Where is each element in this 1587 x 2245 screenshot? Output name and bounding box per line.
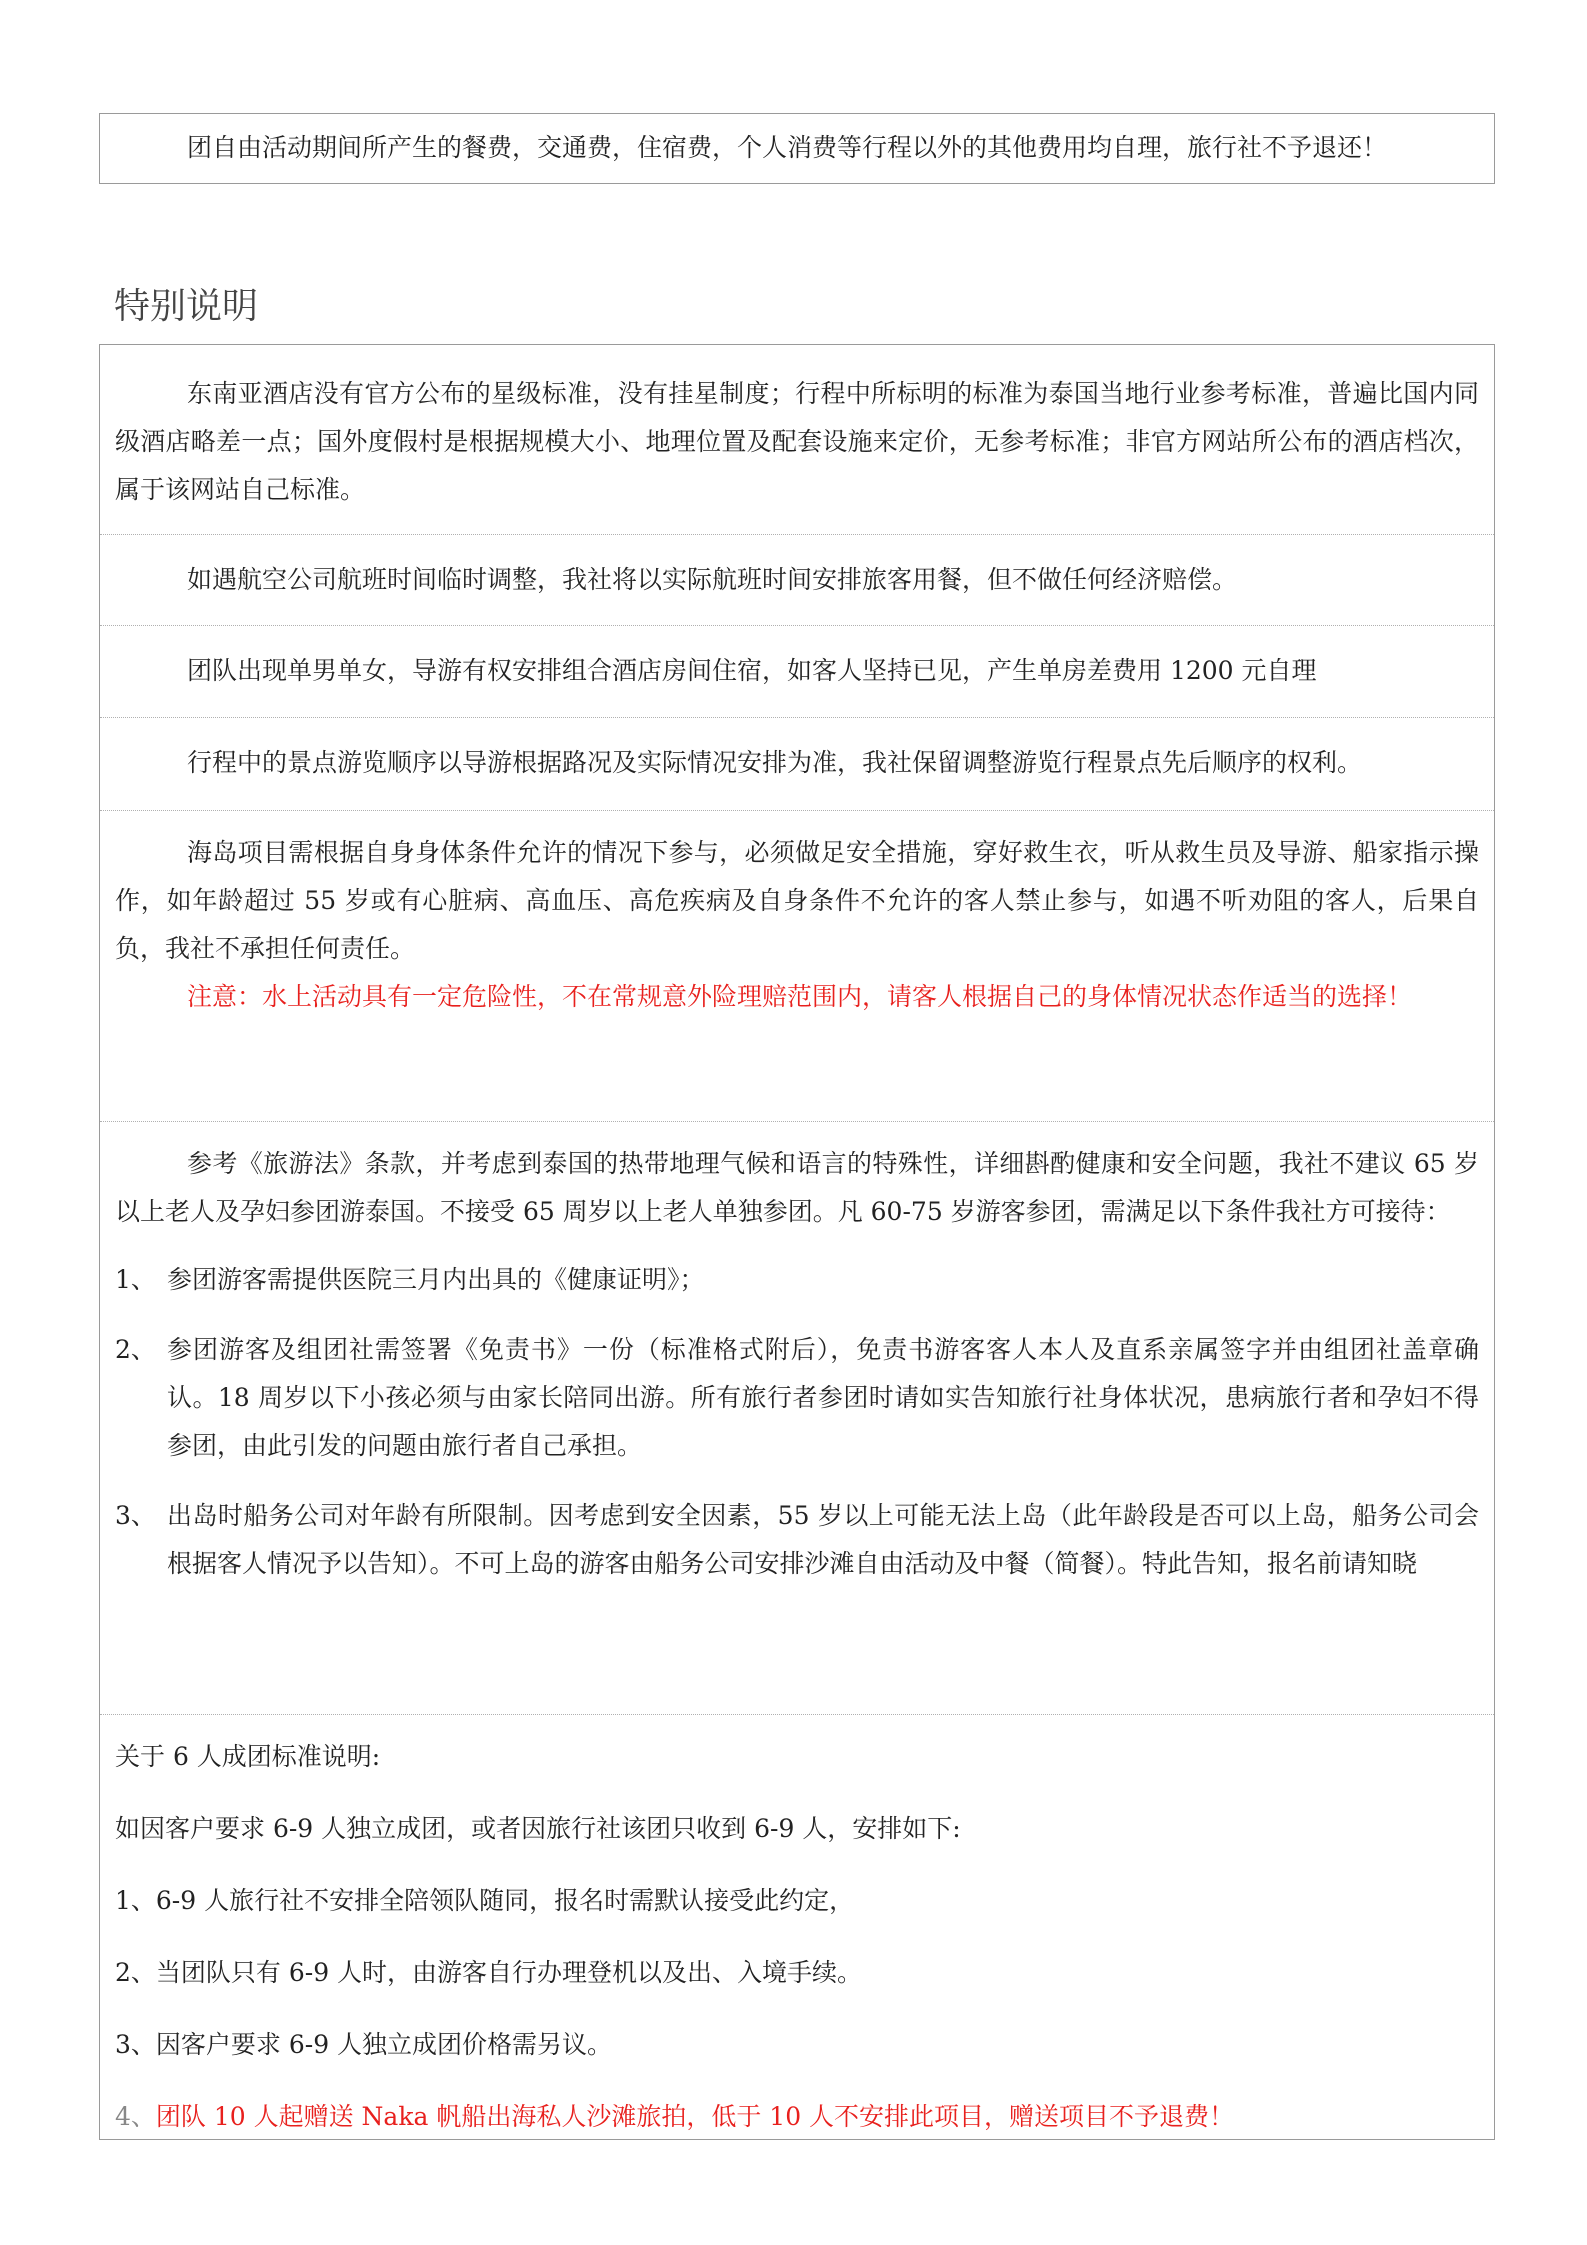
list-number: 3、 <box>115 1501 156 1530</box>
group-standard-cell <box>100 1715 1494 2139</box>
flight-change-cell <box>100 535 1494 626</box>
group-item: 2、当团队只有 6-9 人时，由游客自行办理登机以及出、入境手续。 <box>115 1958 863 1987</box>
section-title: 特别说明 <box>114 286 259 327</box>
elderly-intro-text: 参考《旅游法》条款，并考虑到泰国的热带地理气候和语言的特殊性，详细斟酌健康和安全问题，我社不建议 65 岁以上老人及孕妇参团游泰国。不接受 65 周岁以上老人单独参团。凡 60-75 岁游客参团，需满足以下条件我社方可接待： <box>115 1149 1479 1226</box>
group-item-4 <box>115 2093 1479 2141</box>
list-text: 出岛时船务公司对年龄有所限制。因考虑到安全因素，55 岁以上可能无法上岛（此年龄段是否可以上岛，船务公司会根据客人情况予以告知）。不可上岛的游客由船务公司安排沙滩自由活动及中餐（简餐）。特此告知，报名前请知晓 <box>167 1501 1479 1578</box>
island-activity-cell <box>100 811 1494 1122</box>
elderly-item <box>115 1256 1479 1304</box>
group-intro: 如因客户要求 6-9 人独立成团，或者因旅行社该团只收到 6-9 人，安排如下: <box>115 1814 961 1843</box>
hotel-standard-text: 东南亚酒店没有官方公布的星级标准，没有挂星制度；行程中所标明的标准为泰国当地行业参考标准，普遍比国内同级酒店略差一点；国外度假村是根据规模大小、地理位置及配套设施来定价，无参考标准；非官方网站所公布的酒店档次，属于该网站自己标准。 <box>115 379 1479 504</box>
list-text: 参团游客及组团社需签署《免责书》一份（标准格式附后），免责书游客客人本人及直系亲属签字并由组团社盖章确认。18 周岁以下小孩必须与由家长陪同出游。所有旅行者参团时请如实告知旅行社身体状况，患病旅行者和孕妇不得参团，由此引发的问题由旅行者自己承担。 <box>167 1335 1479 1460</box>
elderly-item <box>115 1326 1479 1470</box>
group-item: 1、6-9 人旅行社不安排全陪领队随同，报名时需默认接受此约定， <box>115 1886 855 1915</box>
elderly-item <box>115 1492 1479 1588</box>
sight-order-cell <box>100 718 1494 811</box>
top-note-box <box>99 113 1495 184</box>
elderly-cell <box>100 1122 1494 1715</box>
island-activity-text: 海岛项目需根据自身身体条件允许的情况下参与，必须做足安全措施，穿好救生衣，听从救生员及导游、船家指示操作，如年龄超过 55 岁或有心脏病、高血压、高危疾病及自身条件不允许的客人禁止参与，如遇不听劝阻的客人，后果自负，我社不承担任何责任。 <box>115 838 1479 963</box>
list-text: 参团游客需提供医院三月内出具的《健康证明》； <box>167 1265 705 1294</box>
special-notes-table <box>99 344 1495 2140</box>
group-title: 关于 6 人成团标准说明: <box>115 1742 381 1771</box>
group-item: 3、因客户要求 6-9 人独立成团价格需另议。 <box>115 2030 613 2059</box>
group-item-4-number: 4、 <box>115 2102 156 2131</box>
single-room-text: 团队出现单男单女，导游有权安排组合酒店房间住宿，如客人坚持已见，产生单房差费用 1200 元自理 <box>187 656 1317 685</box>
list-number: 1、 <box>115 1265 156 1294</box>
sight-order-text: 行程中的景点游览顺序以导游根据路况及实际情况安排为准，我社保留调整游览行程景点先后顺序的权利。 <box>187 748 1363 777</box>
list-number: 2、 <box>115 1335 156 1364</box>
group-item-4-text: 团队 10 人起赠送 Naka 帆船出海私人沙滩旅拍，低于 10 人不安排此项目，赠送项目不予退费！ <box>155 2102 1235 2131</box>
water-warning-text: 注意：水上活动具有一定危险性，不在常规意外险理赔范围内，请客人根据自己的身体情况状态作适当的选择！ <box>187 982 1413 1011</box>
top-note: 团自由活动期间所产生的餐费，交通费，住宿费，个人消费等行程以外的其他费用均自理，旅行社不予退还！ <box>187 133 1388 162</box>
flight-change-text: 如遇航空公司航班时间临时调整，我社将以实际航班时间安排旅客用餐，但不做任何经济赔偿。 <box>187 565 1238 594</box>
hotel-standard-cell <box>100 345 1494 535</box>
single-room-cell <box>100 626 1494 718</box>
